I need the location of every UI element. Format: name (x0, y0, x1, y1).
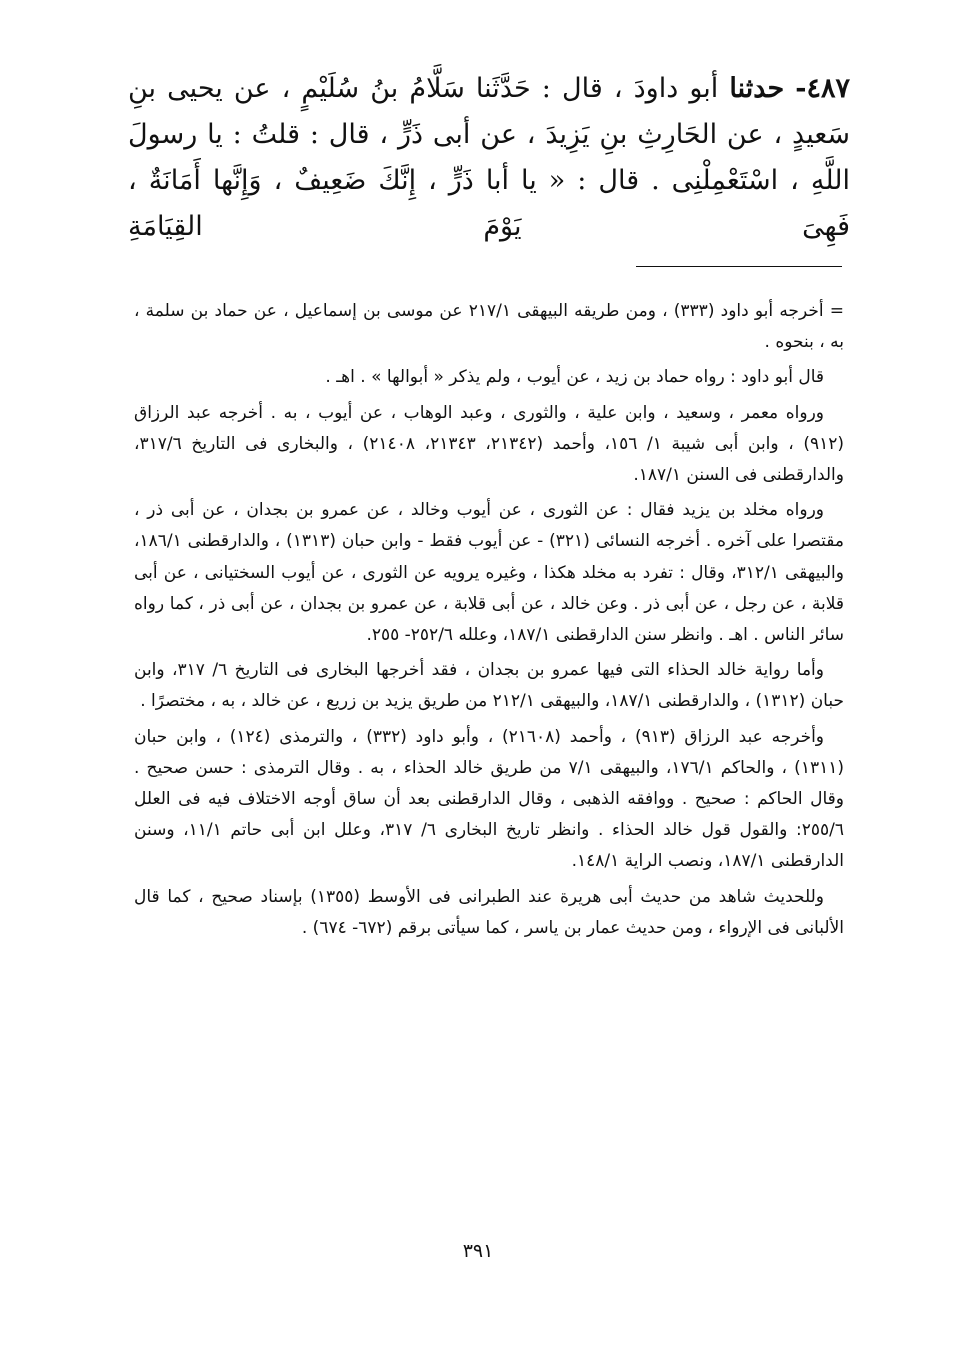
footnote-paragraph: وللحديث شاهد من حديث أبى هريرة عند الطبرانى فى الأوسط (١٣٥٥) بإسناد صحيح ، كما قال الألبانى فى الإرواء ، ومن حديث عمار بن ياسر ، كما سيأتى برقم (٦٧٢- ٦٧٤) . (134, 886, 844, 938)
footnote-paragraph: ورواه مخلد بن يزيد فقال : عن الثورى ، عن أيوب وخالد ، عن عمرو بن بجدان ، عن أبى ذر ، مقتصرا على آخره . أخرجه النسائى (٣٢١) - عن أيوب فقط - وابن حبان (١٣١٣) ، والدارقطنى ١٨٦/١، والبيهقى ٣١٢/١، وقال : تفرد به مخلد هكذا ، وغيره يرويه عن الثورى ، عن أيوب السختيانى ، عن أبى قلابة ، عن رجل ، عن أبى ذر . وعن خالد ، عن أبى قلابة ، عن عمرو بن بجدان ، عن أبى ذر ، كما رواه سائر الناس . اهـ . وانظر سنن الدارقطنى ١٨٧/١، وعلله ٢٥٢/٦- ٢٥٥. (134, 500, 845, 646)
hadith-body: أبو داودَ ، قال : حَدَّثَنا سَلَّامُ بنُ سُلَيْمٍ ، عن يحيى بنِ سَعيدٍ ، عن الحَارِثِ بنِ يَزِيدَ ، عن أبى ذَرٍّ ، قال : قلتُ : يا رسولَ اللَّهِ ، اسْتَعْمِلْنِى . قال : « يا أبا ذَرٍّ ، إِنَّكَ ضَعِيفٌ ، وَإِنَّها أَمَانَةٌ ، فَهِىَ يَوْمَ القِيَامَةِ (128, 73, 850, 242)
footnote-paragraph: ورواه معمر ، وسعيد ، وابن علية ، والثورى ، وعبد الوهاب ، عن أيوب ، به . أخرجه عبد الرزاق (٩١٢) ، وابن أبى شيبة ١/ ١٥٦، وأحمد (٢١٣٤٢، ٢١٣٤٣، ٢١٤٠٨) ، والبخارى فى التاريخ ٣١٧/٦، والدارقطنى فى السنن ١٨٧/١. (134, 402, 845, 486)
footnote-paragraph: قال أبو داود : رواه حماد بن زيد ، عن أيوب ، ولم يذكر « أبوالها » . اهـ . (325, 367, 824, 388)
hadith-lead-word: حدثنا (729, 73, 785, 104)
footnote-paragraph: وأما رواية خالد الحذاء التى فيها عمرو بن بجدان ، فقد أخرجها البخارى فى التاريخ ٦/ ٣١٧، وابن حبان (١٣١٢) ، والدارقطنى ١٨٧/١، والبيهقى ٢١٢/١ من طريق يزيد بن زريع ، عن خالد ، به ، مختصرًا . (134, 660, 844, 712)
footnotes (134, 296, 844, 948)
page-number: ٣٩١ (462, 1240, 494, 1262)
hadith-number: ٤٨٧- (795, 73, 850, 104)
footnote-separator (636, 266, 842, 267)
footnote-paragraph: = أخرجه أبو داود (٣٣٣) ، ومن طريقه البيهقى ٢١٧/١ عن موسى بن إسماعيل ، عن حماد بن سلمة ، به ، بنحوه . (134, 301, 844, 353)
hadith-text (128, 66, 850, 250)
footnote-paragraph: وأخرجه عبد الرزاق (٩١٣) ، وأحمد (٢١٦٠٨) ، وأبو داود (٣٣٢) ، والترمذى (١٢٤) ، وابن حبان (١٣١١) ، والحاكم ١٧٦/١، والبيهقى ٧/١ من طريق خالد الحذاء ، به . وقال الترمذى : حسن صحيح . وقال الحاكم : صحيح . ووافقه الذهبى ، وقال الدارقطنى بعد أن ساق أوجه الاختلاف فيه فى العلل ٢٥٥/٦: والقول قول خالد الحذاء . وانظر تاريخ البخارى ٦/ ٣١٧، وعلل ابن أبى حاتم ١١/١، وسنن الدارقطنى ١٨٧/١، ونصب الراية ١٤٨/١. (134, 726, 844, 872)
